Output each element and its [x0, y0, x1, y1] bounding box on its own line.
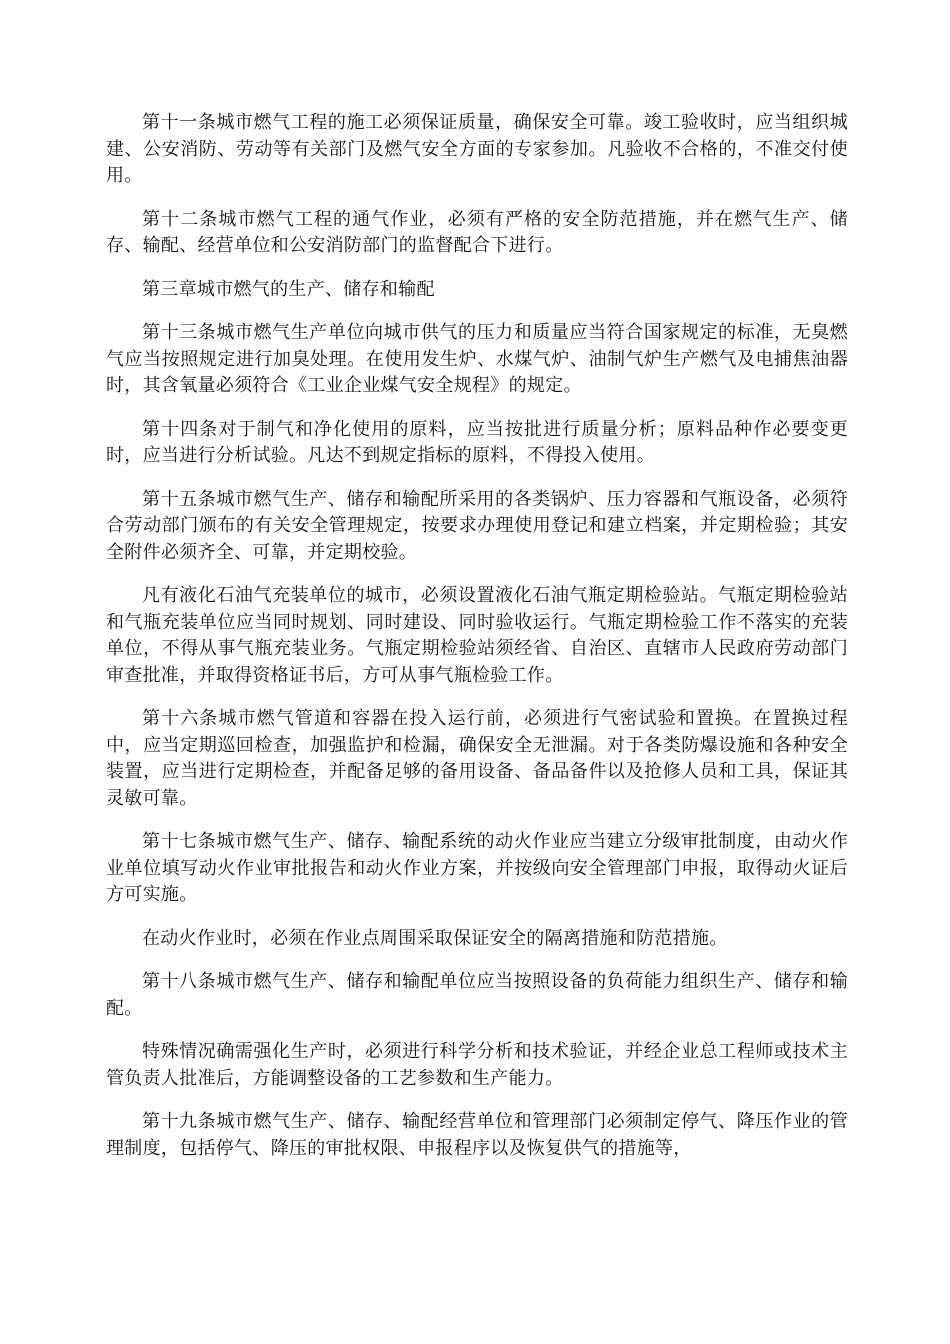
document-body: [106, 110, 848, 1179]
paragraph-article-15: 第十五条城市燃气生产、储存和输配所采用的各类锅炉、压力容器和气瓶设备，必须符合劳动部门颁布的有关安全管理规定，按要求办理使用登记和建立档案，并定期检验；其安全附件必须齐全、可靠，并定期校验。: [106, 488, 848, 563]
chapter-heading: 第三章城市燃气的生产、储存和输配: [142, 278, 435, 300]
paragraph-article-12: 第十二条城市燃气工程的通气作业，必须有严格的安全防范措施，并在燃气生产、储存、输配、经营单位和公安消防部门的监督配合下进行。: [106, 208, 848, 256]
paragraph-article-17: 第十七条城市燃气生产、储存、输配系统的动火作业应当建立分级审批制度，由动火作业单位填写动火作业审批报告和动火作业方案，并按级向安全管理部门申报，取得动火证后方可实施。: [106, 831, 848, 905]
paragraph-article-19: 第十九条城市燃气生产、储存、输配经营单位和管理部门必须制定停气、降压作业的管理制度，包括停气、降压的审批权限、申报程序以及恢复供气的措施等，: [106, 1111, 848, 1159]
paragraph-article-15-cont: 凡有液化石油气充装单位的城市，必须设置液化石油气瓶定期检验站。气瓶定期检验站和气瓶充装单位应当同时规划、同时建设、同时验收运行。气瓶定期检验工作不落实的充装单位，不得从事气瓶充装业务。气瓶定期检验站须经省、自治区、直辖市人民政府劳动部门审查批准，并取得资格证书后，方可从事气瓶检验工作。: [106, 585, 848, 686]
paragraph-article-11: 第十一条城市燃气工程的施工必须保证质量，确保安全可靠。竣工验收时，应当组织城建、公安消防、劳动等有关部门及燃气安全方面的专家参加。凡验收不合格的，不准交付使用。: [106, 112, 848, 186]
paragraph-article-17-cont: 在动火作业时，必须在作业点周围采取保证安全的隔离措施和防范措施。: [142, 927, 728, 949]
paragraph-article-18-cont: 特殊情况确需强化生产时，必须进行科学分析和技术验证，并经企业总工程师或技术主管负责人批准后，方能调整设备的工艺参数和生产能力。: [106, 1041, 848, 1089]
paragraph-article-18: 第十八条城市燃气生产、储存和输配单位应当按照设备的负荷能力组织生产、储存和输配。: [106, 971, 848, 1019]
paragraph-article-14: 第十四条对于制气和净化使用的原料，应当按批进行质量分析；原料品种作必要变更时，应当进行分析试验。凡达不到规定指标的原料，不得投入使用。: [106, 418, 848, 466]
paragraph-article-13: 第十三条城市燃气生产单位向城市供气的压力和质量应当符合国家规定的标准，无臭燃气应当按照规定进行加臭处理。在使用发生炉、水煤气炉、油制气炉生产燃气及电捕焦油器时，其含氧量必须符合《工业企业煤气安全规程》的规定。: [106, 322, 848, 396]
paragraph-article-16: 第十六条城市燃气管道和容器在投入运行前，必须进行气密试验和置换。在置换过程中，应当定期巡回检查，加强监护和检漏，确保安全无泄漏。对于各类防爆设施和各种安全装置，应当进行定期检查，并配备足够的备用设备、备品备件以及抢修人员和工具，保证其灵敏可靠。: [106, 708, 848, 809]
